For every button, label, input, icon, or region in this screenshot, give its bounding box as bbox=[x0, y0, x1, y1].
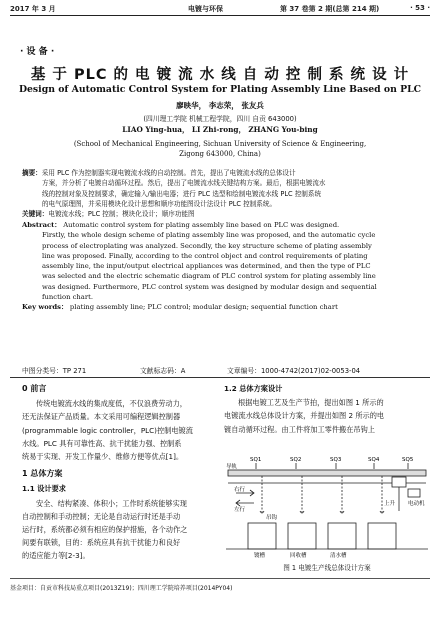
abstract-en-line: was selected and the electric schematic diagram of PLC control system for plating assembly line bbox=[42, 272, 376, 281]
section-tag: · 设 备 · bbox=[20, 47, 55, 57]
body-line: 水线。PLC 具有可靠性高、抗干扰能力强、控制系 bbox=[22, 438, 182, 448]
affiliation-chinese: (四川理工学院 机械工程学院，四川 自贡 643000) bbox=[143, 115, 297, 123]
article-number: 文章编号：1000-4742(2017)02-0053-04 bbox=[227, 367, 361, 375]
keywords-label: 关键词： bbox=[22, 210, 49, 219]
header-date: 2017 年 3 月 bbox=[10, 5, 56, 13]
body-line: 的适应能力等[2-3]。 bbox=[22, 551, 90, 561]
body-line: (programmable logic controller，PLC)控制电镀流 bbox=[22, 425, 193, 435]
arrow-left-icon bbox=[236, 500, 254, 506]
abstract-line: 线的控制对象及控制要求，确定输入/输出电器；进行 PLC 选型和绘制电镀流水线 PLC 控制系统 bbox=[42, 189, 322, 198]
left-column bbox=[22, 382, 218, 563]
switch-label-sq3: SQ3 bbox=[330, 457, 342, 463]
header-rule bbox=[10, 15, 430, 16]
label-left: 左行 bbox=[234, 507, 246, 513]
abstract-english bbox=[22, 220, 418, 313]
keywords-english: plating assembly line; PLC control; modular design; sequential function chart bbox=[69, 303, 338, 312]
figure-1 bbox=[222, 453, 432, 561]
authors-chinese: 廖映华， 李志荣， 张友兵 bbox=[176, 101, 264, 110]
body-line: 自动控制和手动控制；无论是自动运行时还是手动 bbox=[22, 511, 181, 521]
header-journal: 电镀与环保 bbox=[188, 5, 223, 13]
abstract-label: 摘要： bbox=[22, 169, 42, 177]
recovery-tank bbox=[288, 523, 316, 549]
abstract-en-label: Abstract： bbox=[22, 221, 62, 229]
label-hook: 吊钩 bbox=[266, 515, 278, 521]
keywords-en-label: Key words： bbox=[22, 303, 68, 312]
plating-line-diagram bbox=[222, 453, 432, 561]
plating-tank bbox=[248, 523, 276, 549]
abstract-line: 方案，并分析了电镀自动循环过程。然后，提出了电镀流水线关键结构方案。最后，根据电镀流水 bbox=[42, 179, 326, 188]
body-line: 运行时，系统都必须有相应的保护措施，各个动作之 bbox=[22, 525, 188, 535]
running-header bbox=[10, 3, 430, 15]
title-chinese: 基 于 PLC 的 电 镀 流 水 线 自 动 控 制 系 统 设 计 bbox=[30, 67, 410, 83]
hook-lines bbox=[262, 476, 382, 512]
affiliation-english bbox=[30, 139, 410, 159]
motor-icon bbox=[408, 489, 420, 497]
body-line: 统易于实现、开发工作量少、维修方便等优点[1]。 bbox=[22, 452, 184, 462]
body-line: 根据电镀工艺及生产节拍，提出如图 1 所示的 bbox=[238, 398, 384, 408]
heading-overall-design: 1.2 总体方案设计 bbox=[224, 384, 283, 393]
abstract-en-line: line was proposed. Finally, according to the control object and control requirements of plating bbox=[42, 251, 368, 260]
label-rinse-tank: 清水槽 bbox=[330, 553, 347, 559]
body-line: 间要有联锁，目的：系统应具有抗干扰能力和良好 bbox=[22, 538, 181, 548]
abstract-en-line: function chart. bbox=[42, 293, 93, 302]
abstract-en-line: Automatic control system for plating assembly line based on PLC was designed. bbox=[63, 221, 340, 229]
body-line: 镀自动循环过程。由工件将加工零件搬在吊钩上 bbox=[224, 424, 375, 434]
label-recovery-tank: 回收槽 bbox=[290, 553, 307, 559]
heading-design-requirements: 1.1 设计要求 bbox=[22, 484, 66, 494]
figure-caption: 图 1 电镀生产线总体设计方案 bbox=[283, 564, 371, 572]
authors-english: LIAO Ying-hua， LI Zhi-rong， ZHANG You-bing bbox=[122, 125, 318, 134]
abstract-line: 的电气原理图，并采用模块化设计思想和顺序功能图设计法设计 PLC 控制系统。 bbox=[42, 199, 277, 208]
body-line: 还无法保证产品质量。本文采用可编程逻辑控制器 bbox=[22, 412, 181, 422]
affiliation-english-line: Zigong 643000, China) bbox=[179, 150, 261, 158]
switch-label-sq5: SQ5 bbox=[402, 457, 414, 463]
label-motor: 电动机 bbox=[408, 501, 425, 507]
hook-icon bbox=[260, 511, 384, 513]
limit-switch-icon bbox=[256, 463, 408, 469]
switch-label-sq2: SQ2 bbox=[290, 457, 302, 463]
keywords-chinese: 电镀流水线；PLC 控制；模块化设计；顺序功能图 bbox=[48, 210, 195, 219]
right-column bbox=[224, 382, 432, 436]
body-line: 安全、结构紧凑、体积小；工作时系统能够实现 bbox=[36, 498, 187, 508]
abstract-chinese bbox=[22, 168, 418, 219]
header-page-number: · 53 · bbox=[410, 4, 430, 12]
footnote: 基金项目：自贡市科技局重点项目(2013Z19)；四川理工学院培养项目(2014PY04) bbox=[10, 578, 430, 592]
abstract-line: 采用 PLC 作为控制器实现电镀流水线的自动控制。首先，提出了电镀流水线的总体设计 bbox=[41, 169, 296, 177]
body-line: 电镀流水线总体设计方案，并提出如图 2 所示的电 bbox=[224, 411, 385, 421]
document-code: 文献标志码：A bbox=[140, 367, 186, 375]
track-rail bbox=[228, 470, 426, 476]
abstract-en-line: Firstly, the whole design scheme of plating assembly line was proposed, and the automatic cycle bbox=[42, 231, 376, 240]
abstract-en-line: was designed. Furthermore, PLC control system was designed by modular design and sequential bbox=[42, 282, 377, 291]
switch-label-sq4: SQ4 bbox=[368, 457, 380, 463]
affiliation-english-line: (School of Mechanical Engineering, Sichuan University of Science & Engineering, bbox=[73, 140, 367, 148]
clc-number: 中图分类号：TP 271 bbox=[22, 367, 87, 375]
final-tank bbox=[368, 523, 396, 549]
title-english: Design of Automatic Control System for Plating Assembly Line Based on PLC bbox=[18, 84, 422, 95]
heading-overall-scheme: 1 总体方案 bbox=[22, 469, 63, 479]
label-lift: 上升 bbox=[384, 501, 396, 507]
header-volume: 第 37 卷第 2 期(总第 214 期) bbox=[280, 5, 380, 13]
label-track: 导轨 bbox=[226, 464, 238, 470]
label-right: 右行 bbox=[234, 487, 246, 493]
rinse-tank bbox=[328, 523, 356, 549]
abstract-divider bbox=[10, 377, 430, 378]
heading-preface: 0 前言 bbox=[22, 384, 47, 393]
abstract-en-line: process of electroplating was analyzed. Secondly, the key structure scheme of plating assembly bbox=[42, 241, 372, 250]
switch-label-sq1: SQ1 bbox=[250, 457, 262, 463]
hoist-carriage bbox=[392, 477, 406, 487]
body-line: 传统电镀流水线的集成度低，不仅浪费劳动力， bbox=[36, 399, 187, 409]
label-plating-tank: 镀槽 bbox=[254, 553, 266, 559]
abstract-en-line: assembly line, the input/output electrical appliances was determined, and then the type of PLC bbox=[42, 262, 371, 271]
